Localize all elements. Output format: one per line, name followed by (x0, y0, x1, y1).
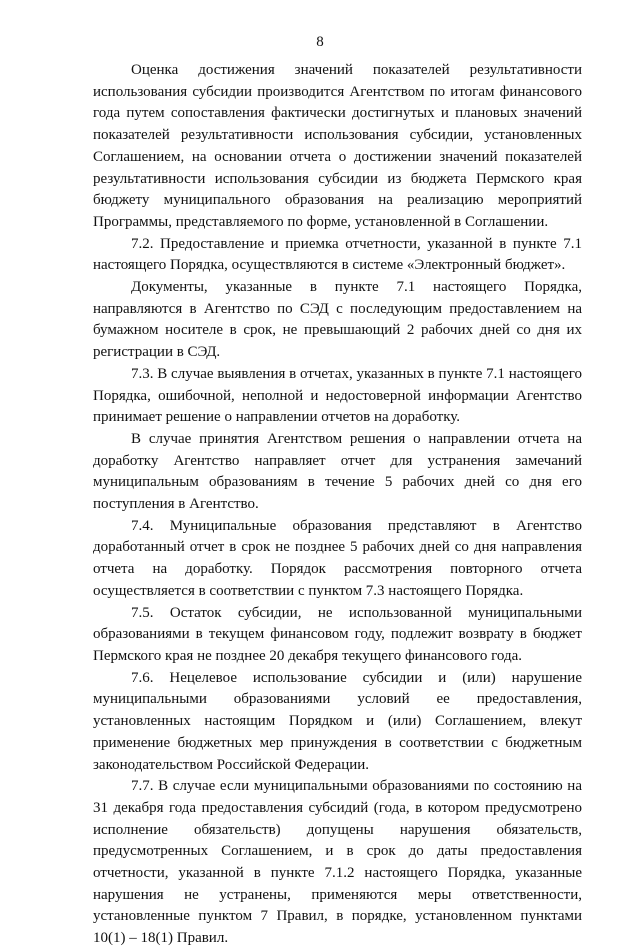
paragraph-7-6: 7.6. Нецелевое использование субсидии и (или) нарушение муниципальными образованиями условий ее предоставления, установленных настоящим Порядком и (или) Соглашением, влекут применение бюджетных мер принуждения в соответствии с бюджетным законодательством Российской Федерации. (93, 669, 582, 773)
paragraph-revision: В случае принятия Агентством решения о направлении отчета на доработку Агентство направляет отчет для устранения замечаний муниципальным образованиям в течение 5 рабочих дней со дня его поступления в Агентство. (93, 430, 582, 513)
paragraph-7-3: 7.3. В случае выявления в отчетах, указанных в пункте 7.1 настоящего Порядка, ошибочной, неполной и недостоверной информации Агентство принимает решение о направлении отчетов на доработку. (93, 365, 582, 426)
paragraph-documents: Документы, указанные в пункте 7.1 настоящего Порядка, направляются в Агентство по СЭД с последующим предоставлением на бумажном носителе в срок, не превышающий 2 рабочих дней со дня их регистрации в СЭД. (93, 279, 582, 361)
page-number: 8 (316, 34, 324, 50)
paragraph-7-2: 7.2. Предоставление и приемка отчетности, указанной в пункте 7.1 настоящего Порядка, осуществляются в системе «Электронный бюджет». (93, 235, 582, 274)
paragraph-7-5: 7.5. Остаток субсидии, не использованной муниципальными образованиями в текущем финансовом году, подлежит возврату в бюджет Пермского края не позднее 20 декабря текущего финансового года. (93, 604, 582, 664)
paragraph-7-4: 7.4. Муниципальные образования представляют в Агентство доработанный отчет в срок не позднее 5 рабочих дней со дня направления отчета на доработку. Порядок рассмотрения повторного отчета осуществляется в соответствии с пунктом 7.3 настоящего Порядка. (93, 517, 582, 599)
paragraph-7-7: 7.7. В случае если муниципальными образованиями по состоянию на 31 декабря года предоставления субсидий (года, в котором предусмотрено исполнение обязательств) допущены нарушения обязательств, предусмотренных Соглашением, и в срок до даты предоставления отчетности, указанной в пункте 7.1.2 настоящего Порядка, указанные нарушения не устранены, применяются меры ответственности, установленные пунктом 7 Правил, в порядке, установленном пунктами 10(1) – 18(1) Правил. (93, 778, 582, 947)
document-body (93, 60, 582, 950)
paragraph-assessment: Оценка достижения значений показателей результативности использования субсидии производится Агентством по итогам финансового года путем сопоставления фактически достигнутых и плановых значений показателей результативности использования субсидии, установленных Соглашением, на основании отчета о достижении значений показателей результативности использования субсидии из бюджета Пермского края бюджету муниципального образования на реализацию мероприятий Программы, представляемого по форме, установленной в Соглашении. (93, 62, 582, 230)
